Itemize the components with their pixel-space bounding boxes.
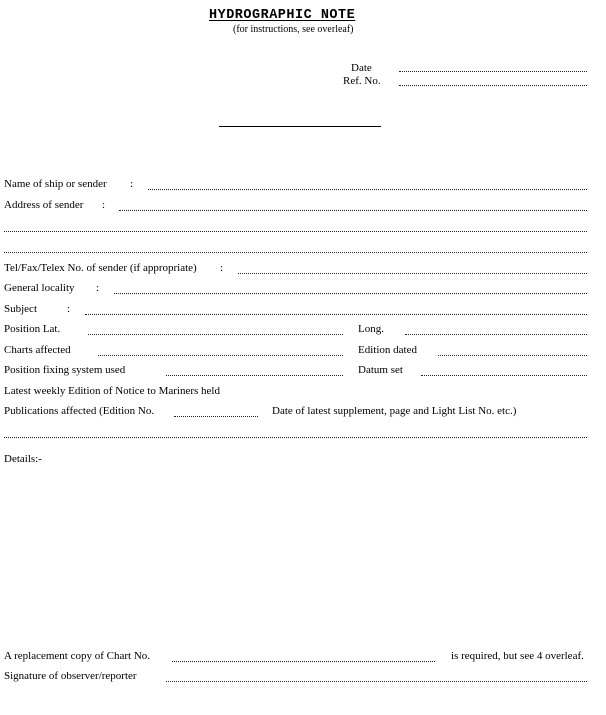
tel-fax-telex-label: Tel/Fax/Telex No. of sender (if appropriate) (4, 262, 197, 274)
required-note: is required, but see 4 overleaf. (451, 650, 584, 662)
position-fixing-label: Position fixing system used (4, 364, 126, 376)
general-locality-label: General locality (4, 282, 75, 294)
form-title: HYDROGRAPHIC NOTE (209, 8, 356, 23)
name-of-ship-field[interactable] (148, 189, 587, 190)
address-field-line-2[interactable] (4, 231, 587, 232)
colon: : (130, 178, 134, 190)
date-field[interactable] (399, 71, 587, 72)
charts-affected-field[interactable] (98, 355, 343, 356)
general-locality-field[interactable] (114, 293, 587, 294)
edition-dated-label: Edition dated (358, 344, 417, 356)
name-of-ship-label: Name of ship or sender (4, 178, 107, 190)
position-fixing-field[interactable] (166, 375, 343, 376)
publications-affected-label: Publications affected (Edition No. (4, 405, 155, 417)
colon: : (96, 282, 100, 294)
long-field[interactable] (405, 334, 587, 335)
datum-set-field[interactable] (421, 375, 587, 376)
charts-affected-label: Charts affected (4, 344, 71, 356)
datum-set-label: Datum set (358, 364, 403, 376)
signature-field[interactable] (166, 681, 587, 682)
address-field-line-3[interactable] (4, 252, 587, 253)
colon: : (220, 262, 224, 274)
header-divider (219, 126, 381, 127)
signature-label: Signature of observer/reporter (4, 670, 137, 682)
date-latest-supplement-label: Date of latest supplement, page and Light List No. etc.) (272, 405, 517, 417)
subject-field[interactable] (85, 314, 587, 315)
long-label: Long. (358, 323, 384, 335)
position-lat-field[interactable] (88, 334, 343, 335)
colon: : (67, 303, 71, 315)
edition-dated-field[interactable] (438, 355, 587, 356)
ref-no-label: Ref. No. (343, 75, 381, 87)
subject-label: Subject (4, 303, 37, 315)
date-label: Date (351, 62, 372, 74)
replacement-copy-label: A replacement copy of Chart No. (4, 650, 151, 662)
ref-no-field[interactable] (399, 85, 587, 86)
position-lat-label: Position Lat. (4, 323, 61, 335)
chart-no-field[interactable] (172, 661, 435, 662)
address-field-line-1[interactable] (119, 210, 587, 211)
address-of-sender-label: Address of sender (4, 199, 84, 211)
tel-fax-telex-field[interactable] (238, 273, 587, 274)
latest-weekly-edition-label: Latest weekly Edition of Notice to Mariners held (4, 385, 220, 397)
colon: : (102, 199, 106, 211)
edition-no-field[interactable] (174, 416, 258, 417)
form-subtitle: (for instructions, see overleaf) (233, 24, 354, 35)
details-label: Details:- (4, 453, 42, 465)
publications-field[interactable] (4, 437, 587, 438)
